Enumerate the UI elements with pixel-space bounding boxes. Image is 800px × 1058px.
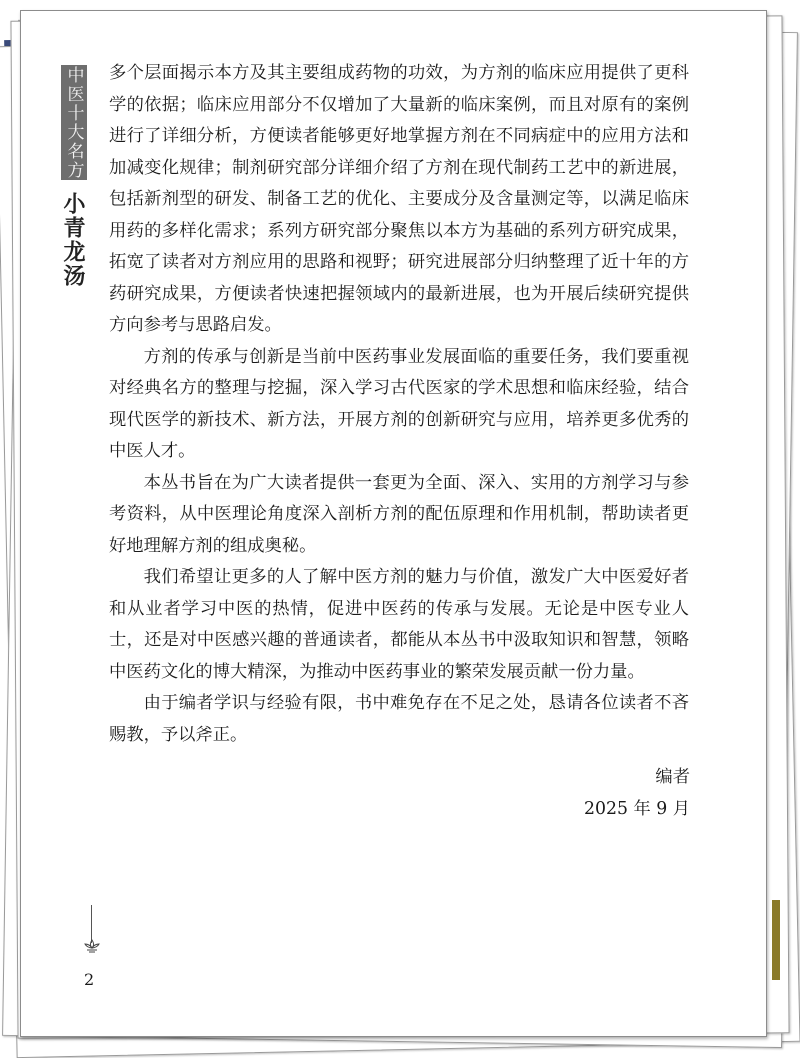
paragraph: 方剂的传承与创新是当前中医药事业发展面临的重要任务，我们要重视对经典名方的整理与挖掘，深入学习古代医家的学术思想和临床经验，结合现代医学的新技术、新方法，开展方剂的创新研究与应用，培养更多优秀的中医人才。 xyxy=(109,346,689,461)
series-name-tab: 中医十大名方 xyxy=(61,65,87,180)
signature-author: 编者 xyxy=(655,767,690,787)
page-number: 2 xyxy=(84,970,95,989)
paragraph: 多个层面揭示本方及其主要组成药物的功效，为方剂的临床应用提供了更科学的依据；临床应用部分不仅增加了大量新的临床案例，而且对原有的案例进行了详细分析，方便读者能够更好地掌握方剂在不同病症中的应用方法和加减变化规律；制剂研究部分详细介绍了方剂在现代制药工艺中的新进展，包括新剂型的研发、制备工艺的优化、主要成分及含量测定等，以满足临床用药的多样化需求；系列方研究部分聚焦以本方为基础的系列方研究成果，拓宽了读者对方剂应用的思路和视野；研究进展部分归纳整理了近十年的方药研究成果，方便读者快速把握领域内的最新进展，也为开展后续研究提供方向参考与思路启发。 xyxy=(109,63,689,335)
preface-body xyxy=(109,58,689,751)
paragraph: 我们希望让更多的人了解中医方剂的魅力与价值，激发广大中医爱好者和从业者学习中医的热情，促进中医药的传承与发展。无论是中医专业人士，还是对中医感兴趣的普通读者，都能从本丛书中汲取知识和智慧，领略中医药文化的博大精深，为推动中医药事业的繁荣发展贡献一份力量。 xyxy=(109,567,689,682)
paragraph: 本丛书旨在为广大读者提供一套更为全面、深入、实用的方剂学习与参考资料，从中医理论角度深入剖析方剂的配伍原理和作用机制，帮助读者更好地理解方剂的组成奥秘。 xyxy=(109,472,689,556)
book-title: 小青龙汤 xyxy=(60,192,85,288)
stacked-page-edge xyxy=(772,900,780,980)
paragraph: 由于编者学识与经验有限，书中难免存在不足之处，恳请各位读者不吝赐教，予以斧正。 xyxy=(109,693,689,745)
footer-rule xyxy=(91,905,92,943)
signature-date: 2025 年 9 月 xyxy=(583,799,690,819)
lotus-ornament-icon xyxy=(83,939,101,953)
